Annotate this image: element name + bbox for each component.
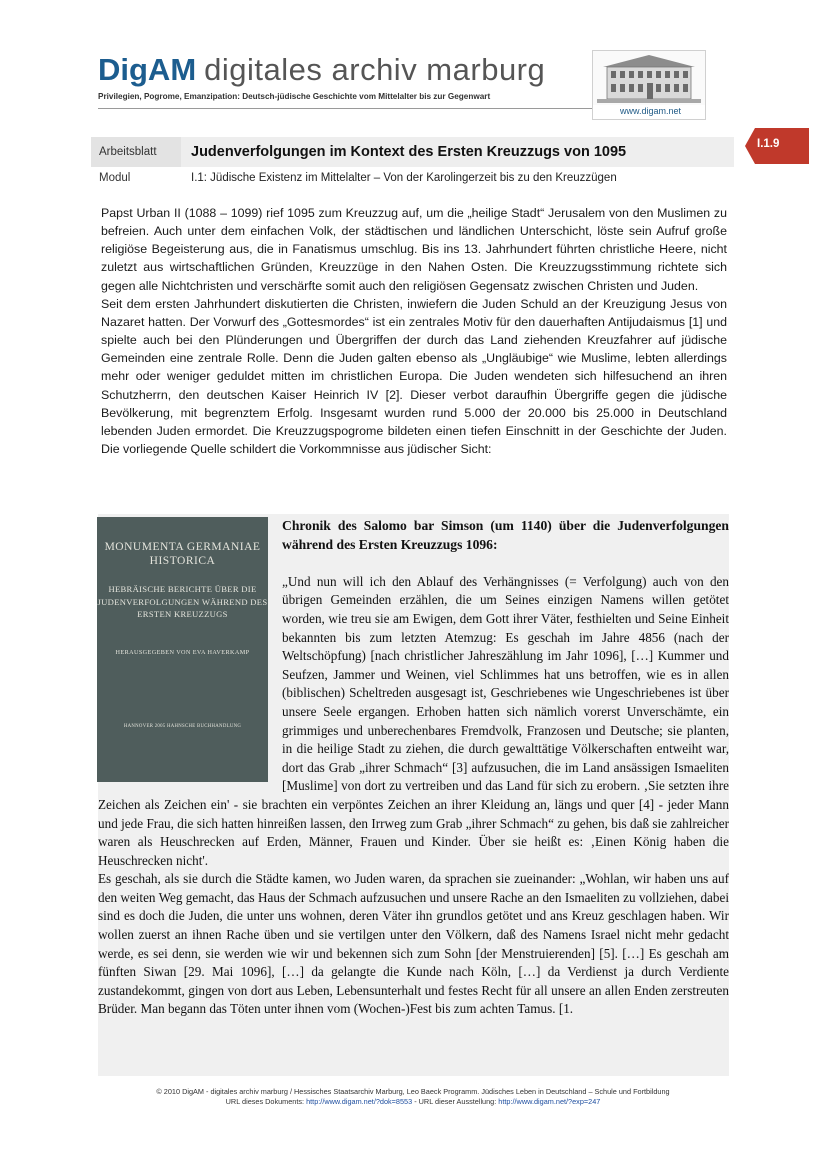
module-value: I.1: Jüdische Existenz im Mittelalter – Von der Karolingerzeit bis zu den Kreuzzügen: [191, 172, 617, 184]
brand-name: DigAM: [98, 52, 197, 87]
page-footer: [40, 1087, 786, 1107]
worksheet-info: [91, 137, 734, 189]
brand-subtitle: digitales archiv marburg: [204, 52, 546, 87]
footer-copyright: © 2010 DigAM - digitales archiv marburg / Hessisches Staatsarchiv Marburg, Leo Baeck Programm. Jüdisches Leben in Deutschland – Schule und Fortbildung: [156, 1087, 670, 1096]
intro-text: [101, 204, 727, 458]
source-paragraph: „Und nun will ich den Ablauf des Verhängnisses (= Verfolgung) auch von den übrigen Gemeinden erzählen, die um Seines einzigen Namens willen getötet worden, wie treu sie am Ewigen, dem Gott ihrer Väter, festhielten und Seine Einheit bekannten bis zum letzten Atemzug: Es geschah im Jahre 4856 (nach der Weltschöpfung) [nach christlicher Jahreszählung im Jahr 1096], […] Kummer und Seufzen, Jammer und Weinen, viel Schlimmes hat uns betroffen, wie es in allen (biblischen) Scheltreden ausgesagt ist, Geschriebenes wie Ungeschriebenes ist über unsere Seele ergangen. Erhoben hatten sich nämlich vorerst Unverschämte, ein grimmiges und unberechenbares Fremdvolk, Franzosen und Deutsche; sie planten, in die heilige Stadt zu ziehen, die durch gewalttätige Völkerschaften entweiht war, dort das Grab „ihrer Schmach“ [3] aufzusuchen, die im Land ansässigen Ismaeliten [Muslime] von dort zu vertreiben und das Land für sich zu erobern. ‚Sie setzten ihre Zeichen als Zeichen ein' - sie brachten ein verpöntes Zeichen an ihrer Kleidung an, längs und quer [4] - jeder Mann und jede Frau, die sich hatten hinreißen lassen, den Irrweg zum Grab „ihrer Schmach“ zu gehen, bis daß sie zahlreicher waren als Heuschrecken auf Erden, Männer, Frauen und Kinder. Über sie heißt es: ‚Einen König haben die Heuschrecken nicht'.: [98, 573, 729, 868]
worksheet-title: Judenverfolgungen im Kontext des Ersten Kreuzzugs von 1095: [191, 144, 627, 160]
footer-doc-label: URL dieses Dokuments:: [225, 1097, 305, 1106]
worksheet-label: Arbeitsblatt: [91, 137, 181, 167]
header-divider: [98, 108, 592, 109]
document-url-link[interactable]: http://www.digam.net/?dok=8553: [306, 1097, 413, 1106]
intro-paragraph: Papst Urban II (1088 – 1099) rief 1095 zum Kreuzzug auf, um die „heilige Stadt“ Jerusalem von den Muslimen zu befreien. Auch unter dem einfachen Volk, der städtischen und ländlichen Unterschicht, löste sein Aufruf große religiöse Begeisterung aus, die in Fanatismus umschlug. Bis ins 13. Jahrhundert führten christliche Heere, nicht zuletzt aus wirtschaftlichen Gründen, Kreuzzüge in den Nahen Osten. Die Kreuzzugsstimmung richtete sich gegen alle Nichtchristen und verschärfte somit auch den religiösen Gegensatz zwischen Christen und Juden.: [101, 206, 727, 293]
module-label: Modul: [99, 172, 131, 184]
book-title: HEBRÄISCHE BERICHTE ÜBER DIE JUDENVERFOLGUNGEN WÄHREND DES ERSTEN KREUZZUGS: [97, 584, 268, 619]
intro-paragraph: Seit dem ersten Jahrhundert diskutierten die Christen, inwiefern die Juden Schuld an der Kreuzigung Jesus von Nazaret hatten. Der Vorwurf des „Gottesmordes“ ist ein zentrales Motiv für den dauerhaften Antijudaismus [1] und spielte auch bei den Plünderungen und Übergriffen der durch das Land ziehenden Kreuzfahrer auf jüdische Gemeinden eine zentrale Rolle. Denn die Juden galten ebenso als „Ungläubige“ wie Muslime, lebten allerdings mehr oder weniger geduldet mitten im christlichen Europa. Die Juden wendeten sich hilfesuchend an ihren Schutzherrn, den deutschen Kaiser Heinrich IV [2]. Dieser verbot daraufhin Übergriffe gegen die jüdische Bevölkerung, mit begrenztem Erfolg. Insgesamt wurden rund 5.000 der 20.000 bis 25.000 in Deutschland lebenden Juden ermordet. Die Kreuzzugspogrome bildeten einen tiefen Einschnitt in der Geschichte der Juden. Die vorliegende Quelle schildert die Vorkommnisse aus jüdischer Sicht:: [101, 296, 727, 457]
footer-separator: - URL dieser Ausstellung:: [414, 1097, 497, 1106]
source-heading: Chronik des Salomo bar Simson (um 1140) über die Judenverfolgungen während des Ersten Kreuzzugs 1096:: [282, 518, 729, 552]
book-cover-image: [97, 517, 268, 782]
building-icon: [593, 51, 705, 105]
book-publisher: HANNOVER 2005 HAHNSCHE BUCHHANDLUNG: [123, 724, 242, 729]
book-editor: HERAUSGEGEBEN VON EVA HAVERKAMP: [115, 649, 250, 656]
exhibition-url-link[interactable]: http://www.digam.net/?exp=247: [498, 1097, 601, 1106]
module-row: [91, 167, 734, 189]
site-header: [98, 50, 598, 101]
site-brand: [98, 50, 598, 90]
worksheet-title-row: [91, 137, 734, 167]
site-tagline: Privilegien, Pogrome, Emanzipation: Deutsch-jüdische Geschichte vom Mittelalter bis zur Gegenwart: [98, 92, 491, 101]
source-paragraph: Es geschah, als sie durch die Städte kamen, wo Juden waren, da sprachen sie zueinander: „Wohlan, wir haben uns auf den weiten Weg gemacht, das Haus der Schmach aufzusuchen und unsere Rache an den Ismaeliten zu vollziehen, dabei sind es doch die Juden, die unter uns wohnen, deren Väter ihn grundlos getötet und ans Kreuz geschlagen haben. Wir wollen zuerst an ihnen Rache üben und sie vertilgen unter den Völkern, daß des Namens Israel nicht mehr gedacht werde, es sei denn, sie werden wie wir und bekennen sich zum Sohn [der Menstruierenden] [5]. […] Es geschah am fünften Siwan [29. Mai 1096], […] da gelangte die Kunde nach Köln, […] da Verdienst ja durch Verdiente zustandekommt, gingen von dort aus Leben, Lebensunterhalt und festes Recht für all unsere an allen Enden zerstreuten Brüder. Man begann das Töten unter ihnen vom (Wochen-)Fest bis zum achten Tamus. [1.: [98, 871, 729, 1017]
section-tag-label: I.1.9: [757, 138, 780, 150]
footer-urls: [40, 1097, 786, 1107]
logo-url-link[interactable]: www.digam.net: [620, 106, 682, 116]
book-series-title: MONUMENTA GERMANIAE HISTORICA: [104, 541, 261, 567]
